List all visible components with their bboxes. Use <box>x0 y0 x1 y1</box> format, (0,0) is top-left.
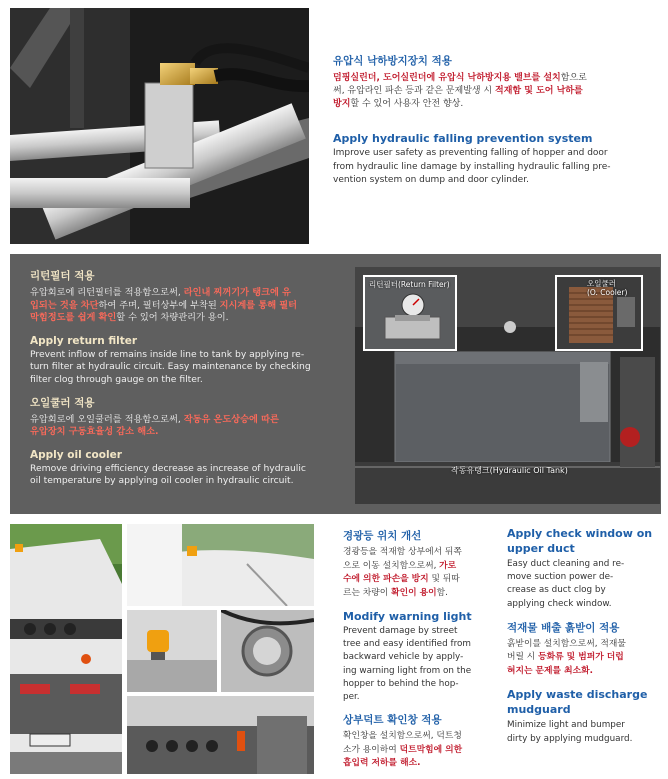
body-text: 유압회로에 오일쿨러를 적용함으로써, <box>30 413 184 425</box>
section1-en-line: from hydraulic line damage by installing hydraulic falling pre- <box>333 161 611 172</box>
mudguard-en-title <box>507 687 665 717</box>
body-text: 써, 유압라인 파손 등과 같은 문제발생 시 <box>333 86 495 96</box>
text-line <box>343 573 501 587</box>
highlight-text: 입되는 것을 차단 <box>30 299 99 311</box>
warning-light-detail-photo <box>127 610 217 692</box>
check-window-en-title <box>507 526 665 556</box>
highlight-text: 작동유 온도상승에 따른 <box>183 413 279 425</box>
check-window-photo <box>221 610 314 692</box>
oil-cooler-caption-ko: 오일쿨러 <box>587 279 616 288</box>
text-line <box>343 730 501 744</box>
check-window-en-line: applying check window. <box>507 598 612 609</box>
check-window-en-line: Easy duct cleaning and re- <box>507 559 625 569</box>
body-text: 및 뒤따 <box>428 574 460 584</box>
body-text: 소가 용이하여 <box>343 744 400 755</box>
warning-light-ko-body <box>343 546 501 600</box>
warning-light-detail-illustration <box>127 610 217 692</box>
return-filter-ko-title: 리턴필터 적용 <box>30 270 95 282</box>
return-filter-en-line: turn filter at hydraulic circuit. Easy maintenance by checking <box>30 361 311 373</box>
warning-light-en-line: per. <box>343 692 360 703</box>
text-line <box>343 560 501 574</box>
mudguard-en-line: dirty by applying mudguard. <box>507 733 633 744</box>
return-filter-ko-line3 <box>30 312 355 325</box>
body-text: 확인창을 설치함으로써, 덕트청 <box>343 731 462 742</box>
section1-ko-title: 유압식 낙하방지장치 적용 <box>333 55 452 67</box>
return-filter-en-title: Apply return filter <box>30 334 138 347</box>
highlight-text: 방지 <box>333 99 351 109</box>
body-text: 르는 차량이 <box>343 587 392 598</box>
highlight-text: 막힘정도를 쉽게 확인 <box>30 312 117 324</box>
highlight-text: 흡입력 저하를 해소. <box>343 758 421 769</box>
mudguard-illustration <box>127 696 314 774</box>
warning-light-photo <box>127 524 314 606</box>
body-text: 함. <box>436 587 448 598</box>
text-line <box>507 638 665 652</box>
warning-light-en-line: hopper to behind the hop- <box>343 678 459 689</box>
oil-cooler-ko-line2 <box>30 426 355 439</box>
text-line <box>343 757 501 771</box>
highlight-text: 덕트막힘에 의한 <box>399 744 463 755</box>
truck-rear-photo <box>10 524 122 774</box>
highlight-text: 라인내 찌꺼기가 탱크에 유 <box>183 287 291 298</box>
mudguard-en-line: Minimize light and bumper <box>507 720 625 731</box>
check-window-en-title-line2: upper duct <box>507 542 575 555</box>
section1-ko-line1 <box>333 72 663 85</box>
warning-light-en-title: Modify warning light <box>343 610 472 623</box>
check-window-en-line: move suction power de- <box>507 572 614 583</box>
text-line <box>343 744 501 758</box>
oil-cooler-inset <box>555 275 643 351</box>
section3-photo-collage <box>10 524 314 774</box>
section1-ko-line2 <box>333 85 663 98</box>
section2-text <box>30 268 355 488</box>
body-text: 할 수 있어 사용자 안전 향상. <box>350 99 464 109</box>
truck-rear-illustration <box>10 524 122 774</box>
mudguard-ko-body <box>507 638 665 679</box>
hydraulic-tank-caption: 작동유탱크(Hydraulic Oil Tank) <box>451 466 568 475</box>
oil-cooler-ko-line1 <box>30 414 355 427</box>
check-window-en-line: crease as duct clog by <box>507 585 606 596</box>
return-filter-en-line: Prevent inflow of remains inside line to tank by applying re- <box>30 348 305 360</box>
section1-en-title: Apply hydraulic falling prevention system <box>333 132 593 145</box>
text-line <box>507 665 665 679</box>
check-window-ko-body <box>343 730 501 771</box>
oil-cooler-en-line: Remove driving efficiency decrease as increase of hydraulic <box>30 462 306 474</box>
highlight-text: 덤핑실린더, 도어실린더에 유압식 낙하방지용 밸브를 설치 <box>333 73 561 83</box>
check-window-ko-title: 상부덕트 확인창 적용 <box>343 714 442 727</box>
highlight-text: 지시계를 통해 필터 <box>219 299 298 311</box>
section1-ko-line3 <box>333 98 663 111</box>
oil-cooler-en-title: Apply oil cooler <box>30 448 122 461</box>
mudguard-photo <box>127 696 314 774</box>
warning-light-illustration <box>127 524 314 606</box>
warning-light-en-line: ing warning light from on the <box>343 665 472 676</box>
section1-text <box>333 53 663 188</box>
highlight-text: 등화류 및 범퍼가 더럽 <box>538 652 624 663</box>
warning-light-en-line: tree and easy identified from <box>343 639 471 650</box>
oil-cooler-en-line: oil temperature by applying oil cooler in hydraulic circuit. <box>30 475 294 487</box>
oil-cooler-caption-en: (O. Cooler) <box>587 288 628 297</box>
mudguard-ko-title: 적재물 배출 흙받이 적용 <box>507 621 620 634</box>
body-text: 할 수 있어 차량관리가 용이. <box>116 312 229 324</box>
warning-light-ko-title: 경광등 위치 개선 <box>343 530 422 542</box>
highlight-text: 적재함 및 도어 낙하를 <box>495 86 583 96</box>
oil-cooler-caption <box>587 279 627 297</box>
section1-en-line: vention system on dump and door cylinder. <box>333 175 529 185</box>
check-window-en-title-line1: Apply check window on <box>507 527 653 540</box>
text-line <box>507 651 665 665</box>
body-text: 함으로 <box>560 73 587 83</box>
mudguard-en-title-line1: Apply waste discharge <box>507 688 648 702</box>
hydraulic-valve-illustration <box>10 8 309 244</box>
highlight-text: 유압장치 구동효율성 감소 해소. <box>30 426 159 438</box>
body-text: 흙받이를 설치함으로써, 적재물 <box>507 638 626 649</box>
return-filter-en-line: filter clog through gauge on the filter. <box>30 373 203 385</box>
return-filter-inset <box>363 275 457 351</box>
section2-panel <box>10 254 661 514</box>
highlight-text: 확인이 용이 <box>391 587 437 598</box>
highlight-text: 수에 의한 파손을 방지 <box>343 574 429 584</box>
oil-cooler-ko-title: 오일쿨러 적용 <box>30 396 95 409</box>
body-text: 버릴 시 <box>507 652 539 663</box>
hydraulic-valve-photo <box>10 8 309 244</box>
body-text: 으로 이동 설치함으로써, <box>343 560 440 571</box>
mudguard-en-title-line2: mudguard <box>507 703 571 717</box>
warning-light-en-line: Prevent damage by street <box>343 626 458 636</box>
highlight-text: 혀지는 문제를 최소화. <box>507 665 593 676</box>
text-line <box>343 587 501 601</box>
body-text: 유압회로에 리턴필터를 적용함으로써, <box>30 287 184 298</box>
section3-column2 <box>507 526 665 746</box>
warning-light-en-line: backward vehicle by apply- <box>343 652 464 663</box>
body-text: 경광등을 적재함 상부에서 뒤쪽 <box>343 547 462 557</box>
section3-column1 <box>343 528 501 771</box>
check-window-illustration <box>221 610 314 692</box>
return-filter-ko-line1 <box>30 287 355 300</box>
return-filter-caption: 리턴필터(Return Filter) <box>369 280 450 289</box>
body-text: 하여 주며, 필터상부에 부착된 <box>98 299 220 311</box>
return-filter-ko-line2 <box>30 300 355 313</box>
text-line <box>343 546 501 560</box>
section1-en-line: Improve user safety as preventing falling of hopper and door <box>333 148 608 158</box>
highlight-text: 가로 <box>439 560 457 571</box>
hydraulic-tank-photo <box>355 267 660 504</box>
